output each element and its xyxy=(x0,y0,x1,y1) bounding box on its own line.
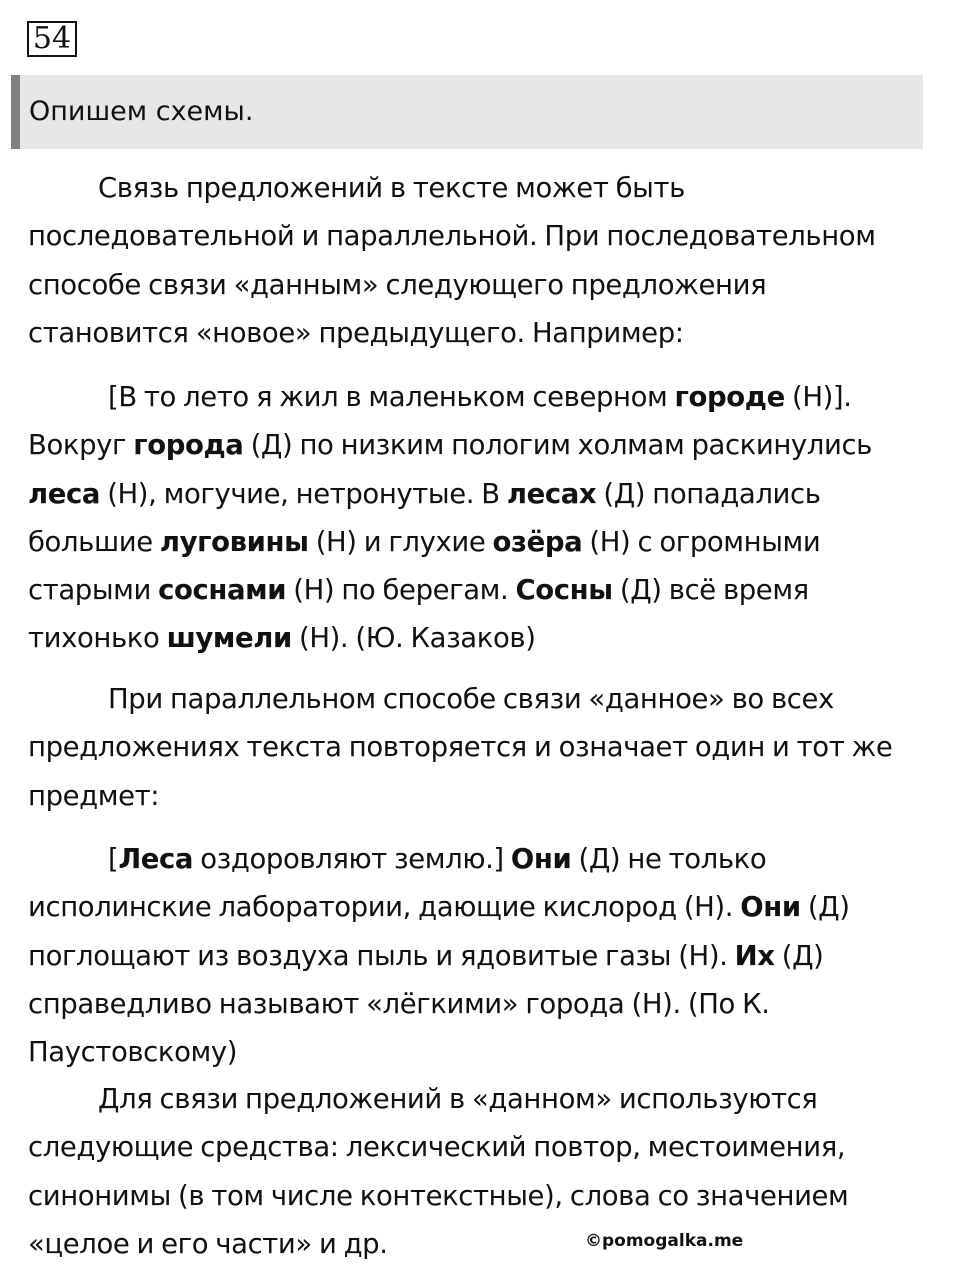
keyword: соснами xyxy=(158,574,287,607)
text-line: поглощают из воздуха пыль и ядовитые газы (Н). Их (Д) xyxy=(28,939,824,972)
text-line: [Леса оздоровляют землю.] Они (Д) не только xyxy=(108,843,767,875)
text-line: Паустовскому) xyxy=(28,1036,238,1069)
task-number: 54 xyxy=(27,21,77,57)
keyword: Сосны xyxy=(515,574,613,607)
text-line: леса (Н), могучие, нетронутые. В лесах (Д) попадались xyxy=(28,477,821,510)
keyword: леса xyxy=(28,477,101,510)
text-line: старыми соснами (Н) по берегам. Сосны (Д) всё время xyxy=(28,574,809,607)
text-line: способе связи «данным» следующего предложения xyxy=(28,268,767,301)
watermark-link[interactable]: ©pomogalka.me xyxy=(585,1231,744,1251)
keyword: Леса xyxy=(118,843,194,875)
keyword: шумели xyxy=(166,622,292,655)
keyword: города xyxy=(133,429,244,462)
text-line: исполинские лаборатории, дающие кислород (Н). Они (Д) xyxy=(28,891,850,924)
section-header xyxy=(11,75,923,149)
paragraph-intro xyxy=(28,164,948,357)
keyword: Они xyxy=(740,891,801,924)
text-line: справедливо называют «лёгкими» города (Н). (По К. xyxy=(28,987,770,1020)
keyword: Они xyxy=(510,843,572,875)
paragraph-means xyxy=(28,1075,948,1268)
section-header-text: Опишем схемы. xyxy=(29,96,254,127)
text-line: становится «новое» предыдущего. Например: xyxy=(28,316,684,349)
text-line: Связь предложений в тексте может быть xyxy=(98,172,685,204)
example-sequential xyxy=(28,373,948,663)
text-line: большие луговины (Н) и глухие озёра (Н) с огромными xyxy=(28,525,821,558)
keyword: лесах xyxy=(506,477,597,510)
text-line: Вокруг города (Д) по низким пологим холмам раскинулись xyxy=(28,429,872,462)
keyword: Их xyxy=(734,939,775,972)
keyword: луговины xyxy=(159,525,309,558)
example-parallel xyxy=(28,835,948,1076)
text-line: Для связи предложений в «данном» используются xyxy=(98,1083,818,1115)
text-line: синонимы (в том числе контекстные), слова со значением xyxy=(28,1179,849,1212)
paragraph-parallel xyxy=(28,675,948,820)
text-line: При параллельном способе связи «данное» во всех xyxy=(108,683,834,715)
text-line: предмет: xyxy=(28,779,160,812)
text-line: [В то лето я жил в маленьком северном городе (Н)]. xyxy=(108,381,852,413)
text-line: тихонько шумели (Н). (Ю. Казаков) xyxy=(28,622,536,655)
text-line: последовательной и параллельной. При последовательном xyxy=(28,220,876,253)
text-line: «целое и его части» и др. xyxy=(28,1227,388,1260)
keyword: городе xyxy=(674,381,785,413)
keyword: озёра xyxy=(492,525,583,558)
text-line: следующие средства: лексический повтор, местоимения, xyxy=(28,1131,846,1164)
text-line: предложениях текста повторяется и означает один и тот же xyxy=(28,731,893,764)
